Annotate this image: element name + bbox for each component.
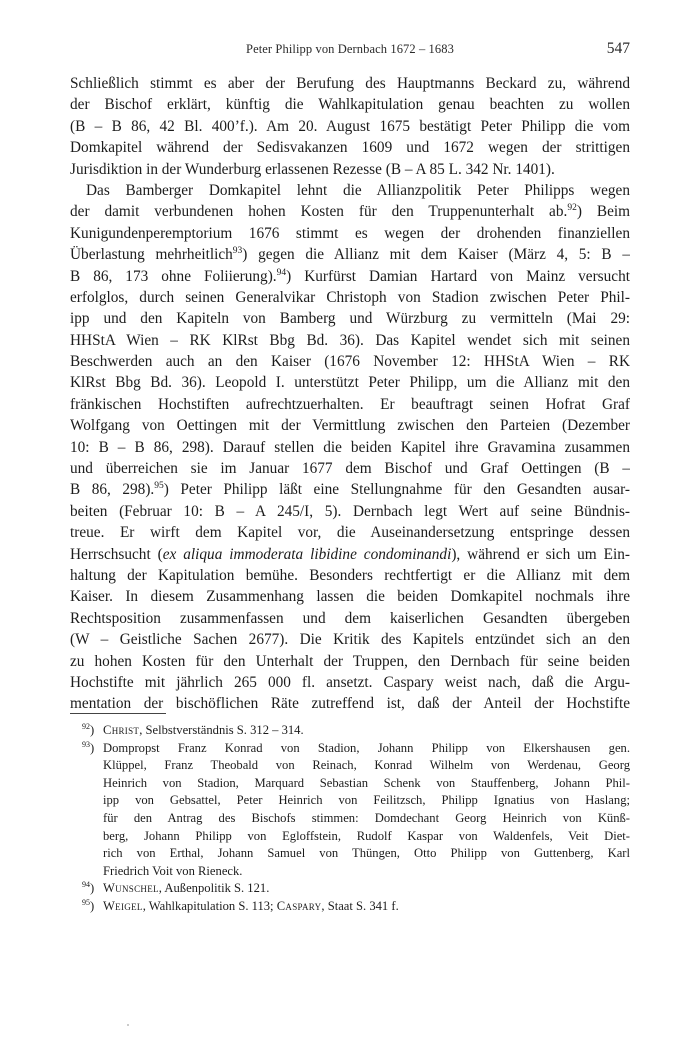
text-segment: Kunigundenperemptorium 1676 stimmt es wegen der drohenden finanziellen: [70, 224, 630, 242]
footnote-line: [103, 880, 630, 898]
text-line: [70, 266, 630, 287]
text-segment: Klüppel, Franz Theobald von Reinach, Konrad Wilhelm von Werdenau, Georg: [103, 758, 630, 773]
footnote-reference: 94: [276, 267, 287, 278]
text-line: [70, 415, 630, 436]
text-segment: Domkapitel während der Sedisvakanzen 1609 und 1672 wegen der strittigen: [70, 139, 630, 157]
footnote-line: [103, 828, 630, 846]
footnote-number: 93: [82, 739, 90, 749]
text-line: [70, 73, 630, 94]
text-line: [70, 180, 630, 201]
author-name: Christ: [103, 723, 140, 737]
footnote-line: [103, 898, 630, 916]
text-segment: mentation der bischöflichen Räte zutreffend ist, daß der Anteil der Hochstifte: [70, 695, 630, 713]
text-segment: Überlastung mehrheitlich: [70, 246, 233, 264]
footnote-line: [103, 775, 630, 793]
footnote-line: [103, 792, 630, 810]
text-segment: , Außenpolitik S. 121.: [158, 881, 270, 896]
footnote-reference: 95: [154, 481, 164, 492]
text-line: [70, 501, 630, 522]
footnote-marker: $^{95}$): [82, 897, 95, 913]
text-line: [70, 351, 630, 372]
text-segment: Schließlich stimmt es aber der Berufung des Hauptmanns Beckard zu, während: [70, 75, 630, 92]
footnote: [70, 898, 630, 916]
text-segment: KlRst Bbg Bd. 36). Leopold I. unterstützt Peter Philipp, um die Allianz mit den: [70, 374, 630, 392]
text-line: [70, 372, 630, 393]
text-segment: , Selbstverständnis S. 312 – 314.: [139, 723, 304, 737]
text-segment: treue. Er wirft dem Kapitel vor, die Auseinandersetzung entspringe dessen: [70, 524, 630, 542]
text-line: [70, 586, 630, 607]
text-segment: Heinrich von Stadion, Marquard Sebastian Schenk von Stauffenberg, Johann Phil-: [103, 775, 630, 790]
text-line: [70, 330, 630, 351]
text-segment: Beschwerden auch an den Kaiser (1676 November 12: HHStA Wien – RK: [70, 353, 630, 371]
text-segment: Herrschsucht (: [70, 545, 163, 563]
text-segment: fränkischen Hochstiften aufrechtzuerhalten. Er beauftragt seinen Hofrat Graf: [70, 395, 630, 413]
text-line: [70, 437, 630, 458]
footnote-line: [103, 863, 630, 881]
text-segment: Das Bamberger Domkapitel lehnt die Allianzpolitik Peter Philipps wegen: [86, 181, 630, 199]
author-name: Weigel: [103, 898, 143, 913]
text-segment: ) gegen die Allianz mit dem Kaiser (März 4, 5: B –: [242, 246, 630, 264]
text-line: [70, 672, 630, 693]
text-segment: Wolfgang von Oettingen mit der Vermittlung zwischen den Parteien (Dezember: [70, 417, 630, 435]
text-segment: Friedrich Voit von Rieneck.: [103, 863, 243, 878]
text-segment: Hochstifte mit jährlich 265 000 fl. ansetzt. Caspary weist nach, daß die Argu-: [70, 673, 630, 691]
footnote-marker: $^{92}$): [82, 721, 95, 737]
footnote: [70, 740, 630, 881]
text-segment: , Wahlkapitulation S. 113;: [142, 898, 277, 913]
text-segment: (B – B 86, 42 Bl. 400’f.). Am 20. August 1675 bestätigt Peter Philipp die vom: [70, 117, 630, 135]
footnote-divider: [70, 713, 166, 714]
text-segment: der Bischof erklärt, künftig die Wahlkapitulation genau beachten zu wollen: [70, 96, 630, 114]
footnote-marker: $^{94}$): [82, 880, 95, 896]
text-segment: zu hohen Kosten für den Unterhalt der Truppen, den Dernbach für seine beiden: [70, 652, 630, 670]
text-line: [70, 479, 630, 500]
footnote-line: [103, 845, 630, 863]
text-segment: Dompropst Franz Konrad von Stadion, Johann Philipp von Elkershausen gen.: [103, 740, 630, 755]
text-line: [70, 651, 630, 672]
footnotes-section: [70, 722, 630, 916]
text-segment: erfolglos, durch seinen Generalvikar Christoph von Stadion zwischen Peter Phil-: [70, 288, 630, 306]
footnote: [70, 722, 630, 740]
text-line: [70, 522, 630, 543]
page-speck: [127, 1024, 129, 1026]
text-line: [70, 116, 630, 137]
body-text: [70, 73, 630, 715]
text-line: [70, 458, 630, 479]
text-segment: ) Beim: [576, 203, 630, 221]
text-segment: 10: B – B 86, 298). Darauf stellen die beiden Kapitel ihre Gravamina zusammen: [70, 438, 630, 456]
text-segment: beiten (Februar 10: B – A 245/I, 5). Dernbach legt Wert auf seine Bündnis-: [70, 502, 630, 520]
text-line: [70, 287, 630, 308]
running-title: Peter Philipp von Dernbach 1672 – 1683: [246, 42, 454, 56]
text-segment: der damit verbundenen hohen Kosten für den Truppenunterhalt ab.: [70, 203, 568, 221]
footnote-number: 92: [82, 721, 90, 731]
author-name: Caspary: [276, 898, 322, 913]
text-segment: ipp von Gebsattel, Peter Heinrich von Feilitzsch, Philipp Ignatius von Haslang;: [103, 793, 630, 808]
text-line: [70, 137, 630, 158]
text-segment: haltung der Kapitulation bemühe. Besonders rechtfertigt er die Allianz mit dem: [70, 566, 630, 584]
text-segment: ipp und den Kapiteln von Bamberg und Würzburg zu vermitteln (Mai 29:: [70, 310, 630, 328]
text-segment: berg, Johann Philipp von Egloffstein, Rudolf Kaspar von Waldenfels, Veit Diet-: [103, 828, 630, 843]
text-segment: HHStA Wien – RK KlRst Bbg Bd. 36). Das Kapitel wendet sich mit seinen: [70, 331, 630, 349]
footnote-line: [103, 740, 630, 758]
text-segment: (W – Geistliche Sachen 2677). Die Kritik des Kapitels entzündet sich an den: [70, 631, 630, 649]
text-segment: rich von Erthal, Johann Samuel von Thüngen, Otto Philipp von Guttenberg, Karl: [103, 846, 630, 861]
footnote-line: [103, 722, 630, 740]
text-line: [70, 565, 630, 586]
text-line: [70, 308, 630, 329]
text-segment: ) Kurfürst Damian Hartard von Mainz versucht: [286, 267, 630, 285]
text-line: [70, 223, 630, 244]
text-segment: ) Peter Philipp läßt eine Stellungnahme für den Gesandten ausar-: [163, 481, 630, 499]
text-line: [70, 608, 630, 629]
footnote-line: [103, 810, 630, 828]
text-line: [70, 244, 630, 265]
footnote: [70, 880, 630, 898]
text-segment: und überreichen sie im Januar 1677 dem Bischof und Graf Oettingen (B –: [70, 460, 630, 478]
footnote-reference: 93: [232, 246, 243, 257]
text-segment: Kaiser. In diesem Zusammenhang lassen die beiden Domkapitel nochmals ihre: [70, 588, 630, 606]
text-segment: Rechtsposition zusammenfassen und dem kaiserlichen Gesandten übergeben: [70, 609, 630, 627]
text-segment: Jurisdiktion in der Wunderburg erlassenen Rezesse (B – A 85 L. 342 Nr. 1401).: [70, 160, 555, 178]
text-line: [70, 394, 630, 415]
text-line: [70, 629, 630, 650]
latin-quote: ex aliqua immoderata libidine condominandi: [162, 545, 452, 563]
text-line: [70, 94, 630, 115]
text-line: [70, 159, 630, 180]
footnote-line: [103, 757, 630, 775]
footnote-number: 95: [82, 897, 90, 907]
page-number: 547: [606, 40, 630, 57]
text-segment: B 86, 173 ohne Foliierung).: [70, 267, 277, 285]
author-name: Wunschel: [103, 881, 159, 896]
text-segment: für den Antrag des Bischofs stimmen: Domdechant Georg Heinrich von Künß-: [103, 810, 630, 825]
text-line: [70, 693, 630, 714]
footnote-reference: 92: [567, 203, 577, 214]
text-segment: ), während er sich um Ein-: [451, 545, 630, 563]
text-segment: , Staat S. 341 f.: [321, 898, 399, 913]
text-line: [70, 544, 630, 565]
page-header: [70, 42, 630, 62]
footnote-marker: $^{93}$): [82, 739, 95, 755]
text-segment: B 86, 298).: [70, 481, 155, 499]
footnote-number: 94: [82, 880, 90, 890]
text-line: [70, 201, 630, 222]
